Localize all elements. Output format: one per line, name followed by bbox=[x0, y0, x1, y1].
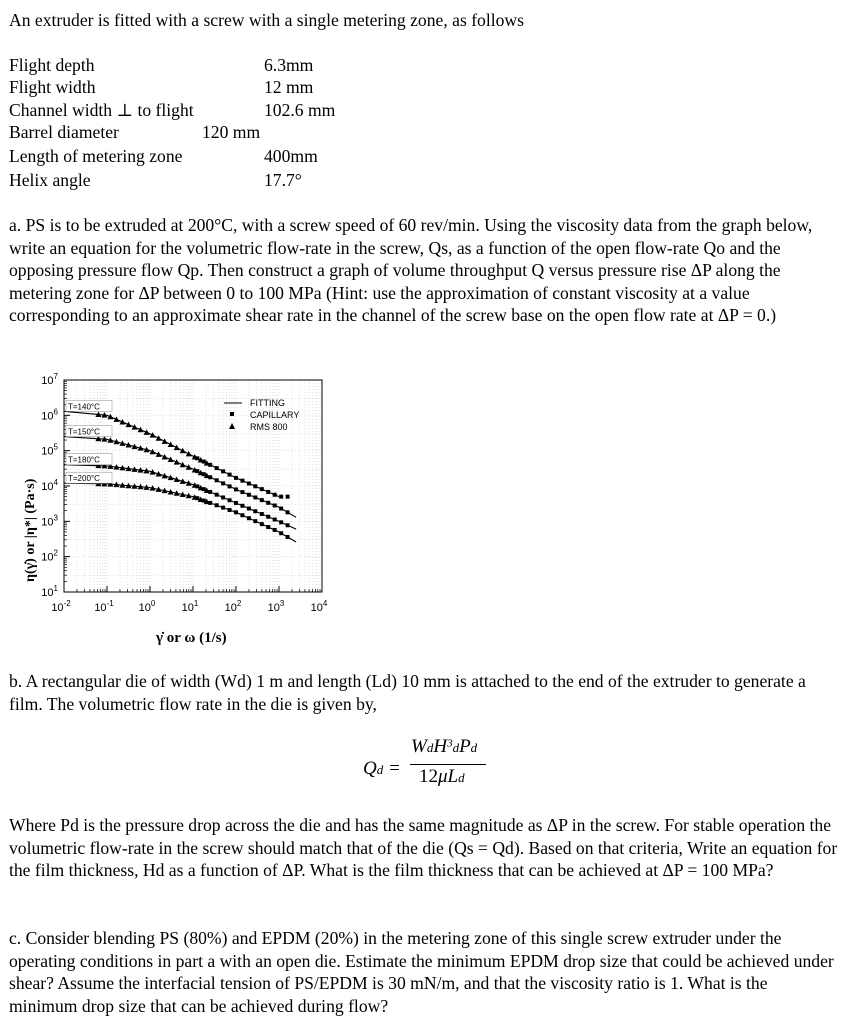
capillary-marker bbox=[208, 490, 212, 494]
spec-value-flight-depth: 6.3mm bbox=[264, 55, 314, 75]
capillary-marker bbox=[273, 493, 277, 497]
equation-lhs: Qd = bbox=[363, 758, 401, 779]
capillary-marker bbox=[215, 466, 219, 470]
rms-marker bbox=[162, 454, 168, 460]
capillary-marker bbox=[215, 478, 219, 482]
spec-label-channel-width: Channel width ⊥ to flight bbox=[9, 100, 194, 120]
capillary-marker bbox=[221, 469, 225, 473]
capillary-marker bbox=[240, 490, 244, 494]
capillary-marker bbox=[240, 513, 244, 517]
capillary-marker bbox=[279, 531, 283, 535]
capillary-marker bbox=[266, 501, 270, 505]
capillary-marker bbox=[273, 518, 277, 522]
legend-entry: RMS 800 bbox=[250, 422, 288, 432]
y-tick-label: $10^6$ bbox=[41, 407, 58, 423]
capillary-marker bbox=[253, 519, 257, 523]
capillary-marker bbox=[247, 507, 251, 511]
capillary-marker bbox=[247, 493, 251, 497]
capillary-marker bbox=[253, 495, 257, 499]
equation-fraction-bar bbox=[410, 764, 486, 765]
part-a-text: a. PS is to be extruded at 200°C, with a screw speed of 60 rev/min. Using the viscosity data from the graph below, write an equation for the volumetric flow-rate in the screw, Qs, as a function of the open flow-rate Qo and the opposing pressure flow Qp. Then construct a graph of volume throughput Q versus pressure rise ΔP along the metering zone for ΔP between 0 to 100 MPa (Hint: use the approximation of constant viscosity at a value corresponding to an approximate shear rate in the channel of the screw base on the open flow rate at ΔP = 0.) bbox=[9, 215, 813, 326]
x-tick-label: $10^4$ bbox=[310, 599, 328, 614]
rms-marker bbox=[168, 457, 174, 463]
y-tick-label: $10^1$ bbox=[41, 584, 58, 599]
spec-value-barrel-diameter: 120 mm bbox=[202, 122, 261, 142]
rms-marker bbox=[162, 438, 168, 444]
rms-marker bbox=[150, 449, 156, 455]
y-tick-label: $10^5$ bbox=[41, 442, 58, 458]
rms-marker bbox=[186, 451, 192, 457]
capillary-marker bbox=[240, 504, 244, 508]
rms-marker bbox=[126, 422, 132, 428]
capillary-marker bbox=[266, 490, 270, 494]
part-c-text: c. Consider blending PS (80%) and EPDM (20%) in the metering zone of this single screw extruder under the operating conditions in part a with an open die. Estimate the minimum EPDM drop size that could be achieved under shear? Assume the interfacial tension of PS/EPDM is 30 mN/m, and that the viscosity ratio is 1. What is the minimum drop size that can be achieved during flow? bbox=[9, 928, 834, 1016]
y-axis-label: η(γ̇) or |η*| (Pa·s) bbox=[23, 478, 38, 582]
capillary-marker bbox=[247, 481, 251, 485]
capillary-marker bbox=[279, 520, 283, 524]
capillary-marker bbox=[221, 495, 225, 499]
capillary-marker bbox=[202, 499, 206, 503]
capillary-marker bbox=[202, 460, 206, 464]
capillary-marker bbox=[215, 493, 219, 497]
equation-numerator: WdH$^3$dPd bbox=[411, 736, 478, 757]
capillary-marker bbox=[228, 498, 232, 502]
capillary-marker bbox=[260, 522, 264, 526]
capillary-marker bbox=[228, 484, 232, 488]
capillary-marker bbox=[266, 525, 270, 529]
series-label: T=150°C bbox=[68, 427, 100, 437]
capillary-marker bbox=[221, 506, 225, 510]
capillary-marker bbox=[279, 507, 283, 511]
spec-value-flight-width: 12 mm bbox=[264, 77, 314, 97]
capillary-marker bbox=[202, 487, 206, 491]
part-b-text: b. A rectangular die of width (Wd) 1 m and length (Ld) 10 mm is attached to the end of the extruder to generate a film. The volumetric flow rate in the die is given by, bbox=[9, 671, 806, 714]
x-tick-label: $10^{-1}$ bbox=[94, 599, 114, 614]
capillary-marker bbox=[286, 495, 290, 499]
y-tick-label: $10^4$ bbox=[41, 478, 58, 493]
rms-marker bbox=[156, 435, 162, 441]
capillary-marker bbox=[286, 523, 290, 527]
x-tick-label: $10^{-2}$ bbox=[51, 599, 71, 614]
capillary-marker bbox=[208, 463, 212, 467]
series-label: T=200°C bbox=[68, 474, 100, 484]
capillary-marker bbox=[286, 510, 290, 514]
capillary-marker bbox=[208, 475, 212, 479]
capillary-marker bbox=[195, 496, 199, 500]
capillary-marker bbox=[202, 472, 206, 476]
capillary-marker bbox=[260, 487, 264, 491]
rms-marker bbox=[174, 459, 180, 465]
capillary-marker bbox=[260, 512, 264, 516]
rms-marker bbox=[107, 414, 113, 420]
legend-entry: CAPILLARY bbox=[250, 410, 300, 420]
y-tick-label: $10^3$ bbox=[41, 513, 58, 529]
capillary-marker bbox=[195, 484, 199, 488]
capillary-marker bbox=[279, 495, 283, 499]
x-tick-label: $10^0$ bbox=[138, 599, 156, 614]
spec-label-flight-depth: Flight depth bbox=[9, 55, 95, 75]
rms-marker bbox=[150, 432, 156, 438]
capillary-marker bbox=[234, 510, 238, 514]
spec-label-helix-angle: Helix angle bbox=[9, 170, 91, 190]
capillary-marker bbox=[273, 528, 277, 532]
capillary-marker bbox=[215, 503, 219, 507]
capillary-marker bbox=[253, 484, 257, 488]
rms-marker bbox=[113, 416, 119, 422]
capillary-marker bbox=[234, 487, 238, 491]
capillary-marker bbox=[195, 469, 199, 473]
spec-label-flight-width: Flight width bbox=[9, 77, 96, 97]
series-label: T=140°C bbox=[68, 402, 100, 412]
part-b2-text: Where Pd is the pressure drop across the die and has the same magnitude as ΔP in the screw. For stable operation the volumetric flow-rate in the screw should match that of the die (Qs = Qd). Based on that criteria, Write an equation for the film thickness, Hd as a function of ΔP. What is the film thickness that can be achieved at ΔP = 100 MPa? bbox=[9, 815, 838, 881]
rms-marker bbox=[168, 442, 174, 448]
y-tick-label: $10^7$ bbox=[41, 372, 58, 387]
rms-marker bbox=[180, 462, 186, 468]
chart-legend bbox=[224, 398, 299, 432]
equation-denominator: 12μLd bbox=[419, 766, 465, 787]
rms-marker bbox=[156, 451, 162, 457]
capillary-marker bbox=[208, 501, 212, 505]
capillary-marker bbox=[228, 473, 232, 477]
spec-value-metering-length: 400mm bbox=[264, 146, 318, 166]
capillary-marker bbox=[240, 479, 244, 483]
capillary-marker bbox=[286, 535, 290, 539]
spec-label-metering-length: Length of metering zone bbox=[9, 146, 183, 166]
x-tick-label: $10^1$ bbox=[181, 599, 199, 614]
capillary-marker bbox=[234, 501, 238, 505]
capillary-marker bbox=[221, 481, 225, 485]
legend-square-swatch bbox=[230, 412, 234, 416]
y-tick-label: $10^2$ bbox=[41, 548, 58, 564]
rms-marker bbox=[132, 424, 138, 430]
x-tick-label: $10^3$ bbox=[267, 599, 285, 614]
capillary-marker bbox=[273, 503, 277, 507]
capillary-marker bbox=[253, 509, 257, 513]
legend-entry: FITTING bbox=[250, 398, 285, 408]
spec-value-channel-width: 102.6 mm bbox=[264, 100, 336, 120]
x-tick-label: $10^2$ bbox=[224, 599, 242, 614]
capillary-marker bbox=[247, 516, 251, 520]
capillary-marker bbox=[195, 456, 199, 460]
capillary-marker bbox=[228, 508, 232, 512]
spec-value-helix-angle: 17.7° bbox=[264, 170, 302, 190]
spec-label-barrel-diameter: Barrel diameter bbox=[9, 122, 119, 142]
series-label: T=180°C bbox=[68, 455, 100, 465]
rms-marker bbox=[138, 427, 144, 433]
rms-marker bbox=[119, 419, 125, 425]
rms-marker bbox=[144, 429, 150, 435]
rms-marker bbox=[174, 445, 180, 451]
viscosity-chart bbox=[0, 366, 330, 656]
capillary-marker bbox=[260, 498, 264, 502]
capillary-marker bbox=[266, 515, 270, 519]
capillary-marker bbox=[234, 476, 238, 480]
x-axis-label: γ̇ or ω (1/s) bbox=[156, 630, 227, 646]
intro-text: An extruder is fitted with a screw with a single metering zone, as follows bbox=[9, 10, 524, 30]
